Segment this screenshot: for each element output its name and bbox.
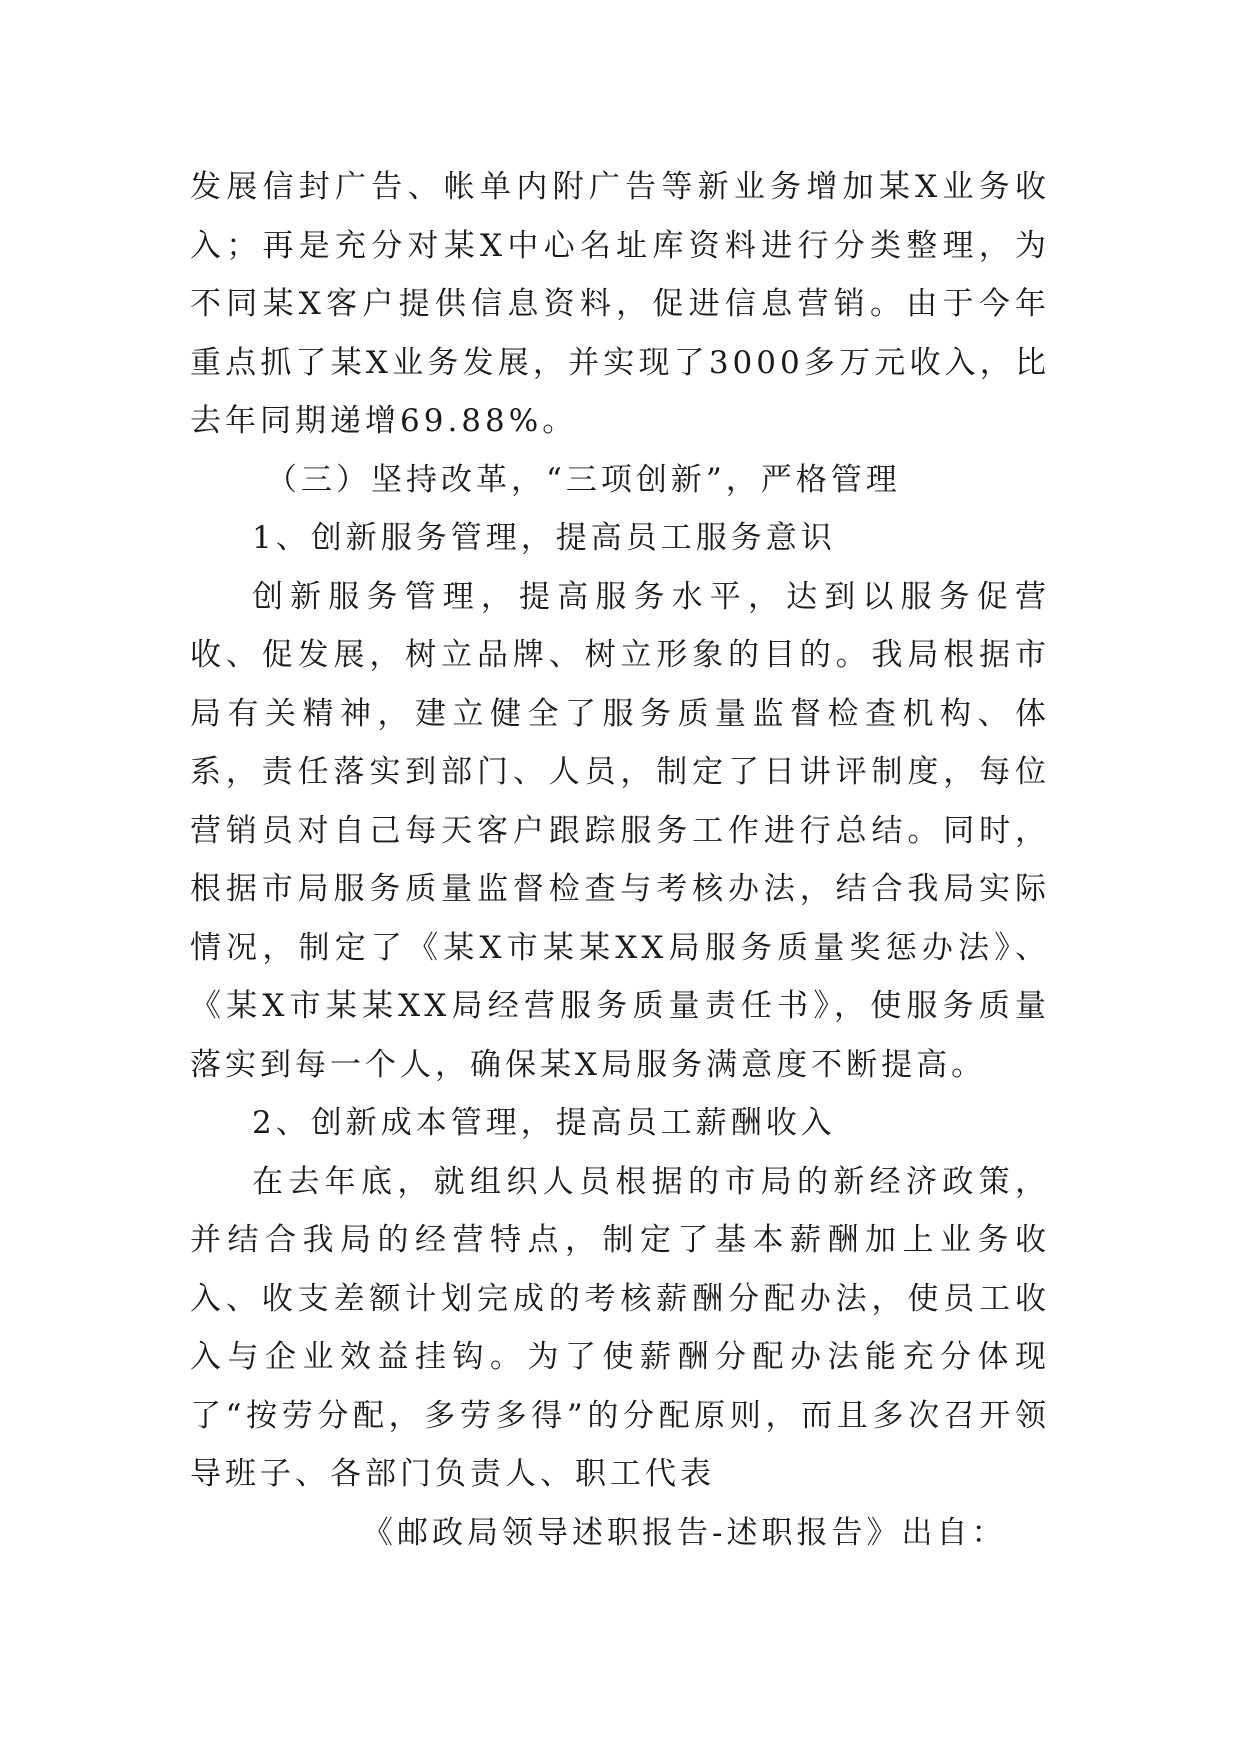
document-body	[190, 158, 1050, 1562]
source-note: 《邮政局领导述职报告-述职报告》出自：	[362, 1514, 1007, 1551]
section-heading: （三）坚持改革，“三项创新”，严格管理	[266, 461, 901, 498]
subsection-heading: 2、创新成本管理，提高员工薪酬收入	[252, 1105, 836, 1141]
body-paragraph: 在去年底，就组织人员根据的市局的新经济政策，并结合我局的经营特点，制定了基本薪酬加上业务收入、收支差额计划完成的考核薪酬分配办法，使员工收入与企业效益挂钩。为了使薪酬分配办法能充分体现了“按劳分配，多劳多得”的分配原则，而且多次召开领导班子、各部门负责人、职工代表	[190, 1163, 1050, 1492]
subsection-heading: 1、创新服务管理，提高员工服务意识	[252, 520, 836, 556]
body-paragraph: 创新服务管理，提高服务水平，达到以服务促营收、促发展，树立品牌、树立形象的目的。我局根据市局有关精神，建立健全了服务质量监督检查机构、体系，责任落实到部门、人员，制定了日讲评制度，每位营销员对自己每天客户跟踪服务工作进行总结。同时，根据市局服务质量监督检查与考核办法，结合我局实际情况，制定了《某X市某某XX局服务质量奖惩办法》、《某X市某某XX局经营服务质量责任书》，使服务质量落实到每一个人，确保某X局服务满意度不断提高。	[190, 578, 1050, 1083]
body-paragraph: 发展信封广告、帐单内附广告等新业务增加某X业务收入；再是充分对某X中心名址库资料进行分类整理，为不同某X客户提供信息资料，促进信息营销。由于今年重点抓了某X业务发展，并实现了3000多万元收入，比去年同期递增69.88%。	[190, 169, 1050, 439]
